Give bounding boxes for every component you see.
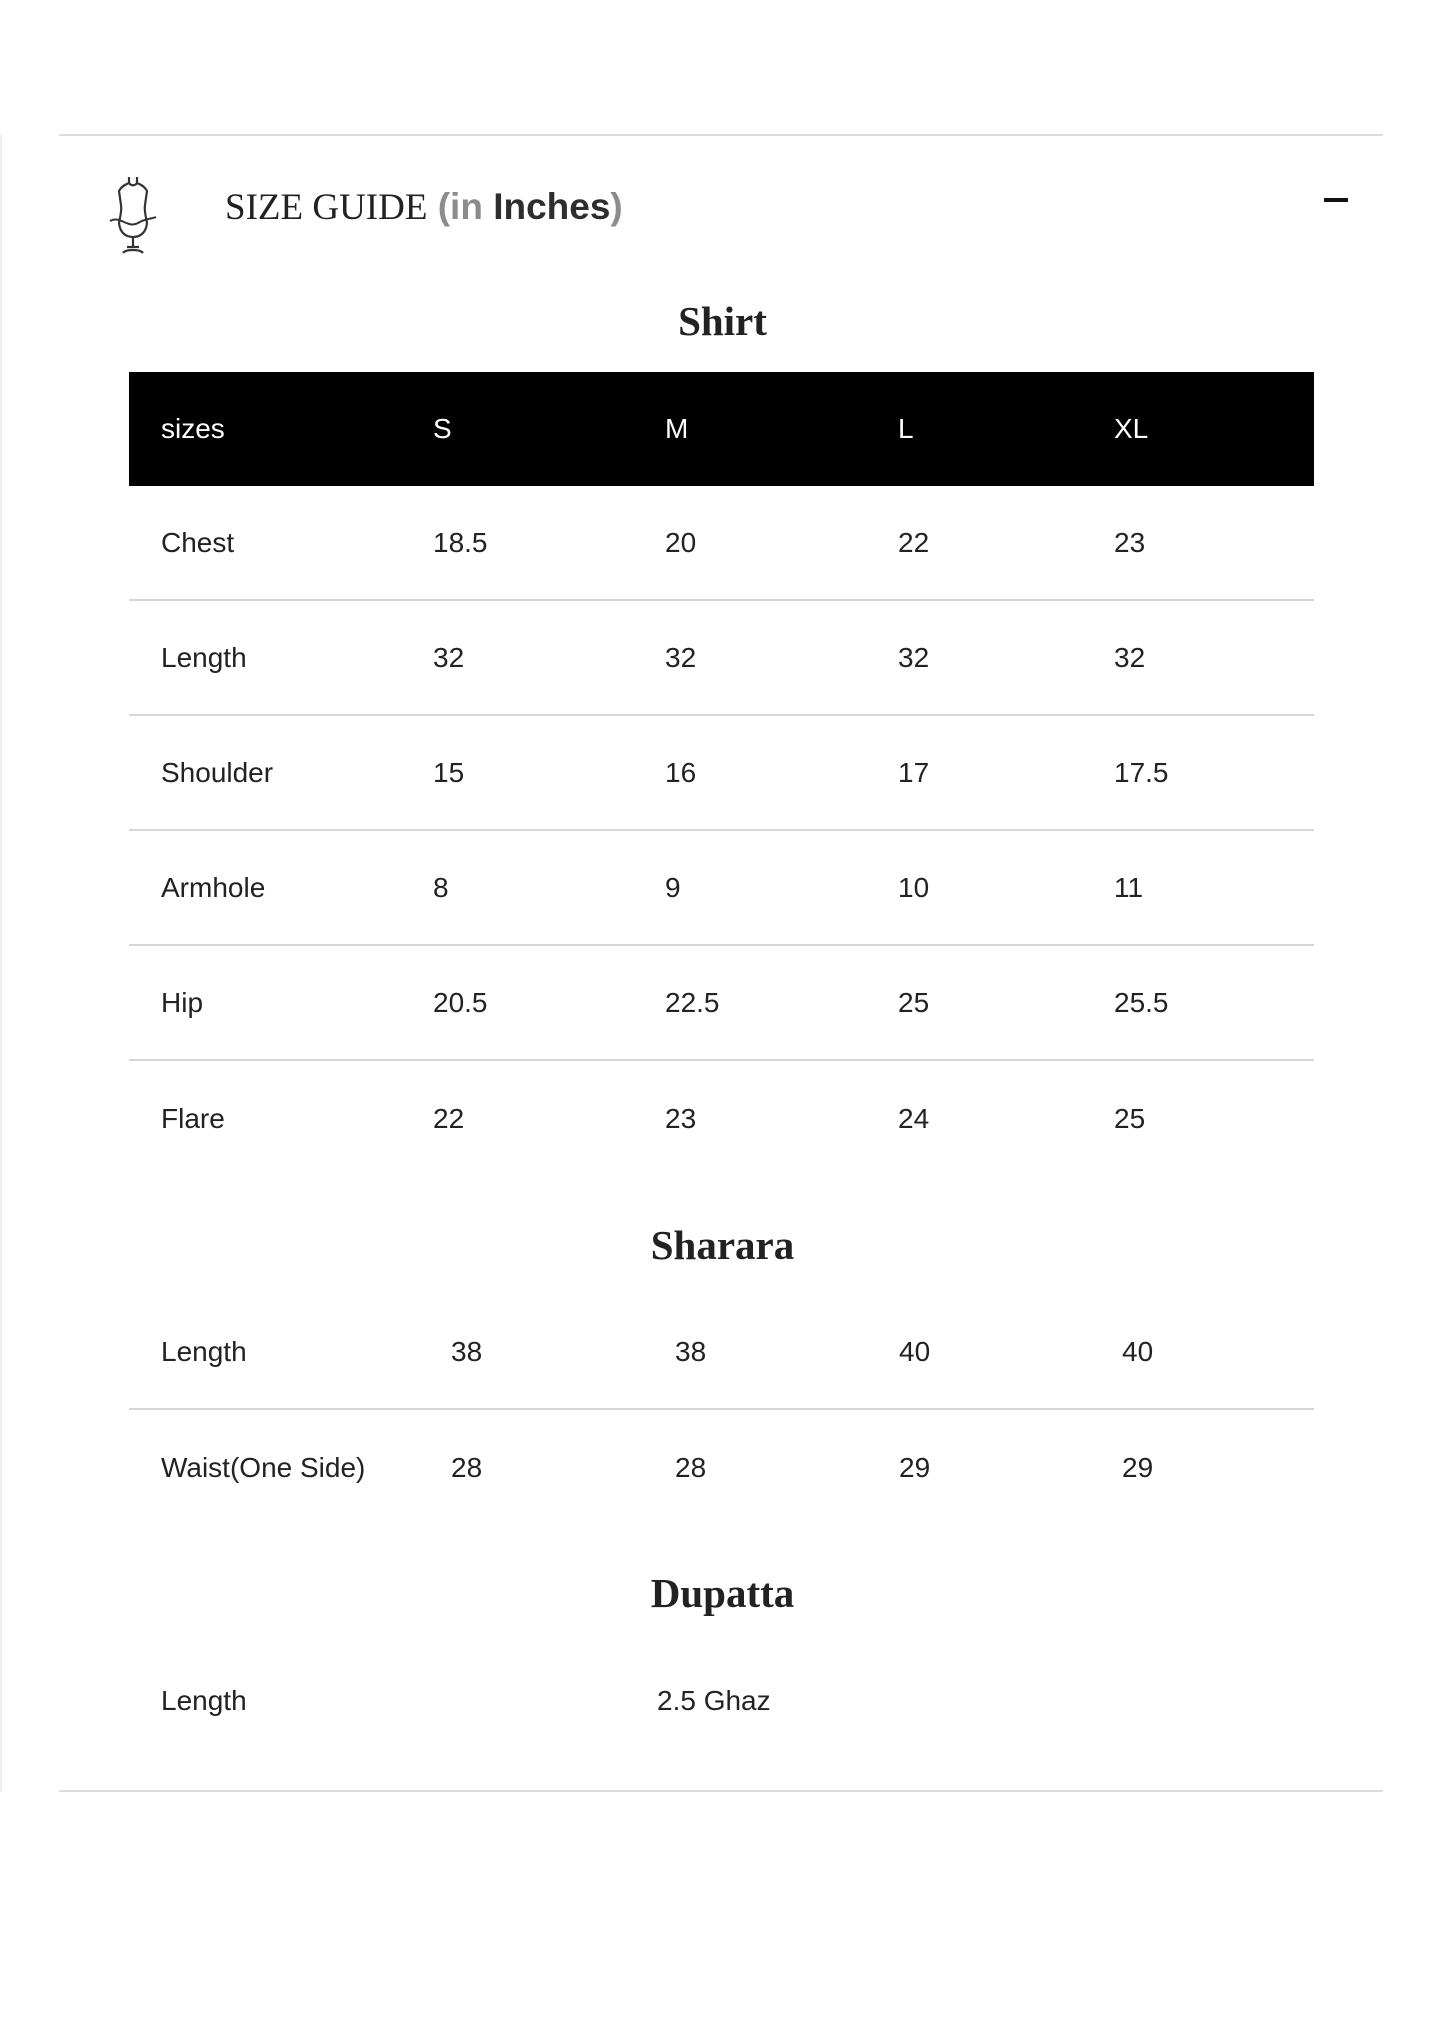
title-text: SIZE GUIDE (225, 187, 428, 228)
row-label: Chest (161, 526, 235, 558)
table-cell: 25 (1114, 1102, 1146, 1134)
table-cell: 16 (665, 756, 697, 788)
table-cell: 28 (675, 1451, 707, 1483)
minus-icon (1324, 198, 1348, 202)
size-guide-header[interactable] (0, 135, 1445, 280)
collapse-button[interactable] (1318, 187, 1356, 217)
row-label: Shoulder (161, 756, 274, 788)
row-label: Length (161, 641, 247, 673)
table-row (129, 601, 1314, 716)
table-row (129, 1061, 1314, 1176)
row-label: Length (161, 1684, 247, 1716)
table-row (129, 1643, 1314, 1758)
row-label: Hip (161, 986, 204, 1018)
mannequin-icon (108, 175, 158, 255)
table-cell: 23 (665, 1102, 697, 1134)
table-cell: 23 (1114, 526, 1146, 558)
table-cell: 10 (898, 871, 930, 903)
size-guide-title (225, 183, 623, 232)
column-header-m: M (665, 413, 689, 444)
table-cell: 40 (1122, 1335, 1154, 1367)
unit-open: (in (427, 186, 494, 227)
table-cell: 25.5 (1114, 986, 1169, 1018)
table-cell: 32 (1114, 641, 1146, 673)
table-cell: 17 (898, 756, 930, 788)
table-cell: 29 (899, 1451, 931, 1483)
table-row (129, 486, 1314, 601)
table-row (129, 1410, 1314, 1525)
column-header-sizes: sizes (161, 413, 225, 444)
unit-close: ) (610, 186, 623, 227)
table-cell: 38 (675, 1335, 707, 1367)
table-row (129, 716, 1314, 831)
table-header-row (129, 372, 1314, 486)
table-cell: 40 (899, 1335, 931, 1367)
table-cell: 22 (898, 526, 930, 558)
table-cell: 25 (898, 986, 930, 1018)
table-cell: 11 (1114, 871, 1144, 903)
table-cell: 8 (433, 871, 449, 903)
table-cell: 29 (1122, 1451, 1154, 1483)
sharara-section-title: Sharara (650, 1222, 795, 1268)
unit-text: Inches (493, 186, 611, 227)
table-cell: 38 (451, 1335, 483, 1367)
table-cell: 24 (898, 1102, 930, 1134)
table-cell: 20 (665, 526, 697, 558)
table-row (129, 831, 1314, 946)
column-header-l: L (898, 413, 914, 444)
table-cell: 22 (433, 1102, 465, 1134)
row-label: Flare (161, 1102, 225, 1134)
table-cell: 20.5 (433, 986, 488, 1018)
table-cell: 9 (665, 871, 681, 903)
table-cell: 32 (898, 641, 930, 673)
table-row (129, 1295, 1314, 1410)
dupatta-section-title: Dupatta (650, 1570, 795, 1616)
column-header-xl: XL (1114, 413, 1149, 444)
dupatta-size-table (129, 1643, 1314, 1758)
table-cell: 32 (665, 641, 697, 673)
table-row (129, 946, 1314, 1061)
shirt-size-table (129, 372, 1314, 1176)
table-cell: 15 (433, 756, 465, 788)
table-cell: 32 (433, 641, 465, 673)
table-cell: 22.5 (665, 986, 720, 1018)
column-header-s: S (433, 413, 452, 444)
row-label: Waist(One Side) (161, 1451, 366, 1483)
panel-left-edge (0, 135, 2, 1792)
row-label: Armhole (161, 871, 266, 903)
bottom-divider (59, 1790, 1383, 1792)
table-cell: 18.5 (433, 526, 488, 558)
table-cell: 2.5 Ghaz (657, 1684, 771, 1716)
shirt-section-title: Shirt (678, 298, 767, 344)
sharara-size-table (129, 1295, 1314, 1525)
table-cell: 28 (451, 1451, 483, 1483)
row-label: Length (161, 1335, 247, 1367)
table-cell: 17.5 (1114, 756, 1169, 788)
